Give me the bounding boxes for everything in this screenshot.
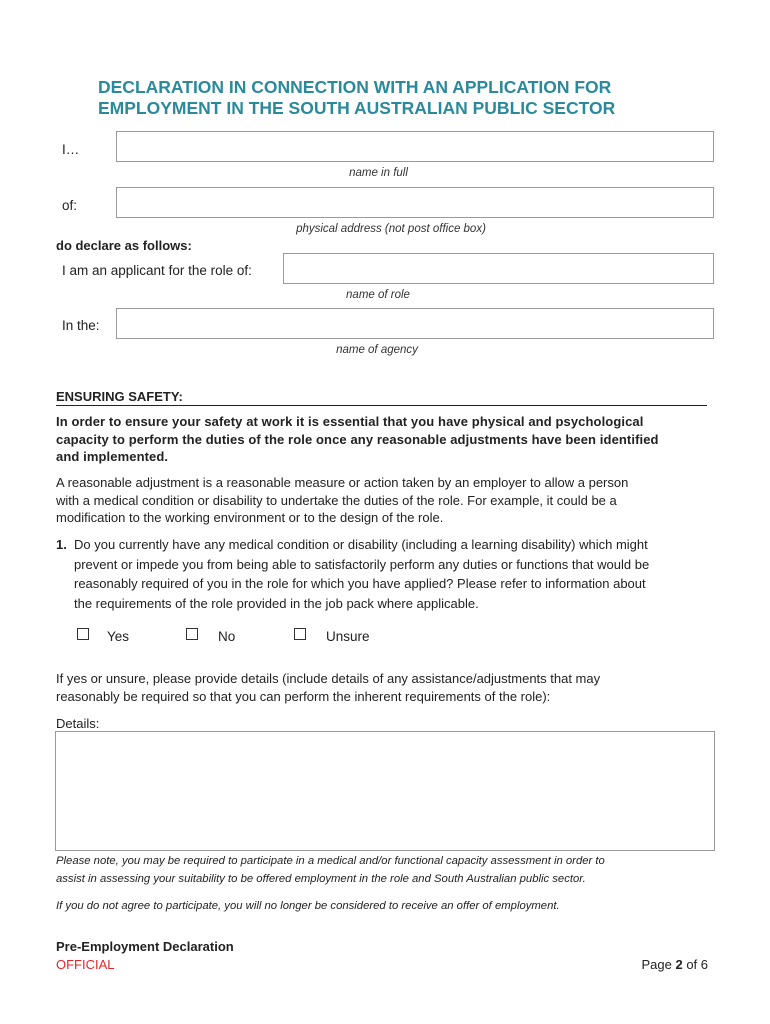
checkbox-unsure[interactable] xyxy=(294,628,306,640)
page-total: of 6 xyxy=(686,957,708,972)
title-line-1: DECLARATION IN CONNECTION WITH AN APPLICATION FOR xyxy=(98,77,612,97)
details-prompt-line: reasonably be required so that you can perform the inherent requirements of the role): xyxy=(56,688,551,704)
address-label: of: xyxy=(62,198,78,213)
name-caption: name in full xyxy=(349,167,408,179)
note-line: assist in assessing your suitability to be offered employment in the role and South Australian public sector. xyxy=(56,873,586,885)
checkbox-yes[interactable] xyxy=(77,628,89,640)
agency-input[interactable] xyxy=(116,308,714,339)
agency-caption: name of agency xyxy=(336,344,418,356)
safety-intro-line: and implemented. xyxy=(56,449,169,464)
details-label: Details: xyxy=(56,716,100,731)
details-textarea[interactable] xyxy=(55,731,715,851)
question-line: reasonably required of you in the role for which you have applied? Please refer to information about xyxy=(74,576,646,591)
section-heading: ENSURING SAFETY: xyxy=(56,389,707,406)
adjustment-explanation xyxy=(56,474,736,527)
checkbox-unsure-label: Unsure xyxy=(326,629,370,644)
safety-intro xyxy=(56,413,736,466)
name-input[interactable] xyxy=(116,131,714,162)
details-prompt-line: If yes or unsure, please provide details (include details of any assistance/adjustments that may xyxy=(56,671,601,686)
explanation-line: with a medical condition or disability to undertake the duties of the role. For example, it could be a xyxy=(56,492,617,508)
safety-intro-line: capacity to perform the duties of the role once any reasonable adjustments have been identified xyxy=(56,431,659,447)
role-caption: name of role xyxy=(346,289,410,301)
safety-intro-line: In order to ensure your safety at work it is essential that you have physical and psychological xyxy=(56,414,644,429)
explanation-line: A reasonable adjustment is a reasonable measure or action taken by an employer to allow a person xyxy=(56,475,629,490)
checkbox-no[interactable] xyxy=(186,628,198,640)
role-input[interactable] xyxy=(283,253,714,284)
classification-label: OFFICIAL xyxy=(56,957,115,972)
question-text xyxy=(74,535,734,613)
declare-heading: do declare as follows: xyxy=(56,238,192,253)
question-line: Do you currently have any medical condition or disability (including a learning disability) which might xyxy=(74,537,648,552)
checkbox-no-label: No xyxy=(218,629,236,644)
footer-doc-title: Pre-Employment Declaration xyxy=(56,939,234,954)
participation-warning: If you do not agree to participate, you will no longer be considered to receive an offer of employment. xyxy=(56,900,560,912)
checkbox-yes-label: Yes xyxy=(107,629,130,644)
page-number xyxy=(560,957,708,972)
details-prompt xyxy=(56,670,736,705)
page-title xyxy=(98,77,738,119)
question-line: the requirements of the role provided in the job pack where applicable. xyxy=(74,595,479,611)
question-number: 1. xyxy=(56,537,67,552)
page-prefix: Page xyxy=(641,957,672,972)
name-label: I… xyxy=(62,142,80,157)
agency-label: In the: xyxy=(62,318,100,333)
address-caption: physical address (not post office box) xyxy=(296,223,486,235)
title-line-2: EMPLOYMENT IN THE SOUTH AUSTRALIAN PUBLIC SECTOR xyxy=(98,98,616,118)
explanation-line: modification to the working environment or to the design of the role. xyxy=(56,510,444,525)
question-line: prevent or impede you from being able to satisfactorily perform any duties or functions that would be xyxy=(74,556,650,572)
address-input[interactable] xyxy=(116,187,714,218)
role-label: I am an applicant for the role of: xyxy=(62,263,252,278)
note-line: Please note, you may be required to participate in a medical and/or functional capacity assessment in order to xyxy=(56,855,605,867)
assessment-note xyxy=(56,852,746,888)
page-current: 2 xyxy=(675,957,683,972)
